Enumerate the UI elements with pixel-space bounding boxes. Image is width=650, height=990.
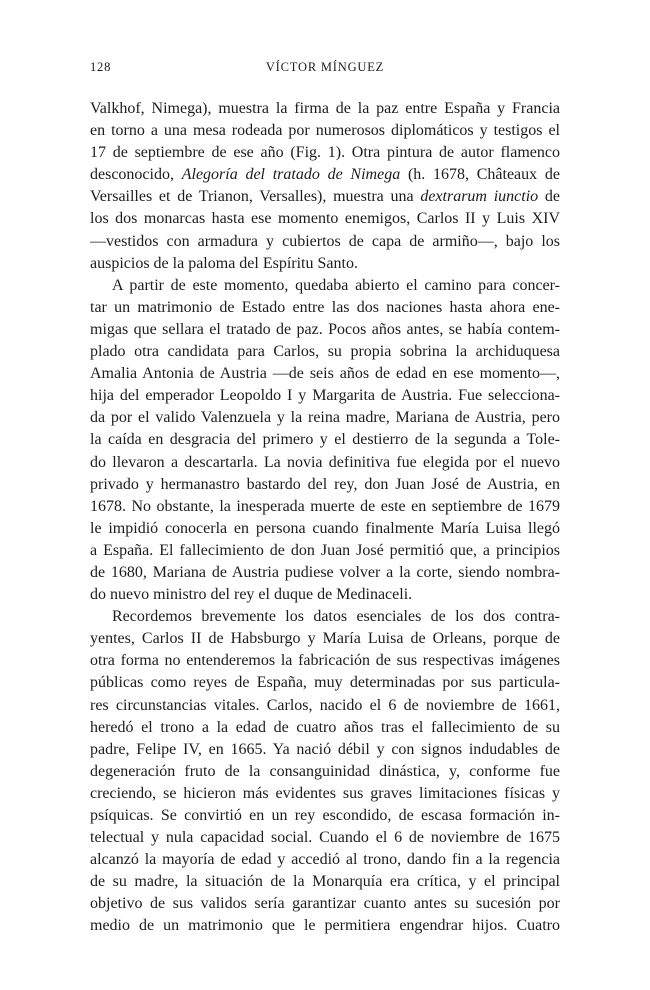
body-text bbox=[90, 98, 560, 938]
text-line: do llevaron a descartarla. La novia definitiva fue elegida por el nuevo bbox=[90, 453, 560, 471]
text-segment: (h. 1678, Châteaux de bbox=[400, 166, 560, 184]
text-line: Amalia Antonia de Austria —de seis años de edad en ese momento—, bbox=[90, 365, 560, 383]
text-line: los dos monarcas hasta ese momento enemigos, Carlos II y Luis XIV bbox=[90, 210, 560, 228]
running-head-author: VÍCTOR MÍNGUEZ bbox=[265, 60, 385, 74]
text-line: de su madre, la situación de la Monarquía era crítica, y el principal bbox=[90, 873, 560, 891]
text-line: —vestidos con armadura y cubiertos de capa de armiño—, bajo los bbox=[90, 232, 560, 250]
text-line: auspicios de la paloma del Espíritu Santo. bbox=[90, 254, 358, 272]
page-header bbox=[90, 60, 560, 80]
text-line: Valkhof, Nimega), muestra la firma de la paz entre España y Francia bbox=[90, 100, 560, 117]
text-line: tar un matrimonio de Estado entre las dos naciones hasta ahora ene- bbox=[90, 298, 560, 316]
text-line: hija del emperador Leopoldo I y Margarita de Austria. Fue selecciona- bbox=[90, 387, 560, 405]
text-line: heredó el trono a la edad de cuatro años tras el fallecimiento de su bbox=[90, 718, 560, 736]
text-segment: de bbox=[538, 188, 560, 206]
text-line: degeneración fruto de la consanguinidad dinástica, y, conforme fue bbox=[90, 762, 560, 780]
text-line: creciendo, se hicieron más evidentes sus graves limitaciones físicas y bbox=[90, 784, 560, 802]
text-line: le impidió conocerla en persona cuando finalmente María Luisa llegó bbox=[90, 519, 560, 537]
text-segment: desconocido, bbox=[90, 166, 182, 184]
book-page bbox=[90, 60, 560, 938]
text-line: Recordemos brevemente los datos esenciales de los dos contra- bbox=[112, 608, 560, 626]
text-line: psíquicas. Se convirtió en un rey escondido, de escasa formación in- bbox=[90, 807, 560, 824]
text-line: alcanzó la mayoría de edad y accedió al trono, dando fin a la regencia bbox=[90, 851, 560, 869]
italic-title: dextrarum iunctio bbox=[420, 188, 539, 206]
text-line: privado y hermanastro bastardo del rey, don Juan José de Austria, en bbox=[90, 475, 560, 493]
text-line: objetivo de sus validos sería garantizar cuanto antes su sucesión por bbox=[90, 895, 560, 913]
text-line: la caída en desgracia del primero y el destierro de la segunda a Tole- bbox=[90, 431, 560, 449]
text-line: plado otra candidata para Carlos, su propia sobrina la archiduquesa bbox=[90, 343, 560, 361]
italic-title: Alegoría del tratado de Nimega bbox=[181, 166, 401, 184]
page-number: 128 bbox=[90, 60, 112, 74]
text-line: padre, Felipe IV, en 1665. Ya nació débil y con signos indudables de bbox=[90, 740, 560, 758]
text-line: otra forma no entenderemos la fabricación de sus respectivas imágenes bbox=[90, 652, 560, 670]
text-line bbox=[90, 186, 560, 208]
text-line: a España. El fallecimiento de don Juan José permitió que, a principios bbox=[90, 541, 560, 559]
text-line: 17 de septiembre de ese año (Fig. 1). Otra pintura de autor flamenco bbox=[90, 144, 560, 162]
text-line: medio de un matrimonio que le permitiera engendrar hijos. Cuatro bbox=[90, 917, 560, 935]
text-line: migas que sellara el tratado de paz. Pocos años antes, se había contem- bbox=[90, 320, 560, 338]
text-line: res circunstancias vitales. Carlos, nacido el 6 de noviembre de 1661, bbox=[90, 696, 560, 714]
text-line: 1678. No obstante, la inesperada muerte de este en septiembre de 1679 bbox=[90, 497, 560, 515]
text-line: de 1680, Mariana de Austria pudiese volver a la corte, siendo nombra- bbox=[90, 563, 560, 581]
text-segment: Versailles et de Trianon, Versalles), muestra una bbox=[90, 188, 421, 206]
text-line bbox=[90, 164, 560, 186]
text-line: A partir de este momento, quedaba abierto el camino para concer- bbox=[112, 276, 560, 294]
text-line: do nuevo ministro del rey el duque de Medinaceli. bbox=[90, 586, 413, 604]
text-line: da por el valido Valenzuela y la reina madre, Mariana de Austria, pero bbox=[90, 409, 560, 427]
text-line: públicas como reyes de España, muy determinadas por sus particula- bbox=[90, 674, 560, 692]
text-line: en torno a una mesa rodeada por numerosos diplomáticos y testigos el bbox=[90, 122, 560, 140]
text-line: telectual y nula capacidad social. Cuando el 6 de noviembre de 1675 bbox=[90, 829, 560, 847]
text-line: yentes, Carlos II de Habsburgo y María Luisa de Orleans, porque de bbox=[90, 630, 560, 648]
